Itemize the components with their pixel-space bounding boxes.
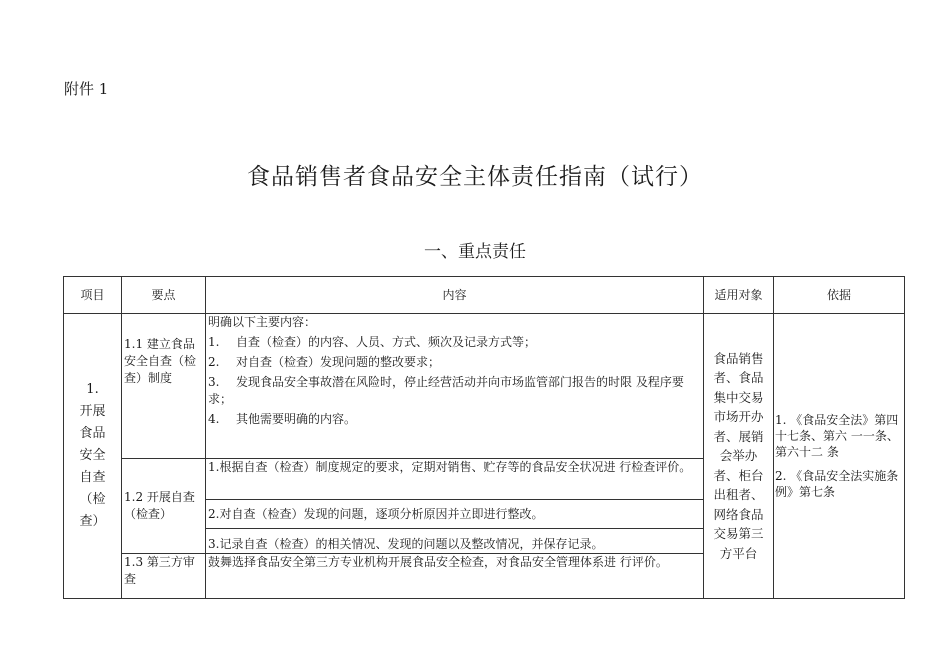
basis-item: 2. 《食品安全法实施条例》第七条 [775, 469, 899, 499]
basis-item: 1. 《食品安全法》第四十七条、第六 一一条、第六十二 条 [775, 413, 899, 459]
list-item: 4. 其他需要明确的内容。 [208, 412, 357, 426]
header-basis: 依据 [774, 277, 905, 314]
table-header-row [64, 277, 905, 314]
item-cell [64, 314, 122, 599]
responsibility-table [63, 276, 905, 599]
content-cell [206, 314, 704, 459]
document-title: 食品销售者食品安全主体责任指南（试行） [247, 164, 703, 190]
content-cell: 鼓舞选择食品安全第三方专业机构开展食品安全检查，对食品安全管理体系进 行评价。 [206, 554, 704, 599]
point-cell: 1.3 第三方审查 [122, 554, 206, 599]
header-point: 要点 [122, 277, 206, 314]
item-text-line: 食品 [79, 426, 106, 441]
list-item: 1. 自查（检查）的内容、人员、方式、频次及记录方式等； [208, 335, 537, 349]
content-cell: 2.对自查（检查）发现的问题，逐项分析原因并立即进行整改。 [206, 500, 704, 529]
content-intro: 明确以下主要内容： [208, 315, 317, 329]
content-cell: 1.根据自查（检查）制度规定的要求，定期对销售、贮存等的食品安全状况进 行检查评价。 [206, 459, 704, 500]
basis-cell [774, 314, 905, 599]
item-text-line: 开展 [79, 404, 106, 419]
item-number: 1. [86, 382, 99, 397]
item-text-line: 查） [79, 514, 106, 529]
item-text-line: 自查 [79, 470, 106, 485]
header-target: 适用对象 [704, 277, 774, 314]
list-item: 3. 发现食品安全事故潜在风险时，停止经营活动并向市场监管部门报告的时限 及程序要求； [208, 375, 684, 406]
target-cell: 食品销售者、食品集中交易市场开办者、展销会举办者、柜台出租者、网络食品交易第三方平台 [704, 314, 774, 599]
content-cell: 3.记录自查（检查）的相关情况、发现的问题以及整改情况，并保存记录。 [206, 529, 704, 554]
list-item: 2. 对自查（检查）发现问题的整改要求； [208, 355, 441, 369]
annex-label: 附件 1 [64, 80, 109, 98]
table-row [64, 314, 905, 459]
point-cell: 1.2 开展自查（检查） [122, 459, 206, 554]
section-heading: 一、重点责任 [424, 242, 526, 262]
header-item: 项目 [64, 277, 122, 314]
item-text-line: 安全 [79, 448, 106, 463]
point-cell: 1.1 建立食品安全自查（检查）制度 [122, 314, 206, 459]
item-text-line: （检 [79, 492, 106, 507]
header-content: 内容 [206, 277, 704, 314]
